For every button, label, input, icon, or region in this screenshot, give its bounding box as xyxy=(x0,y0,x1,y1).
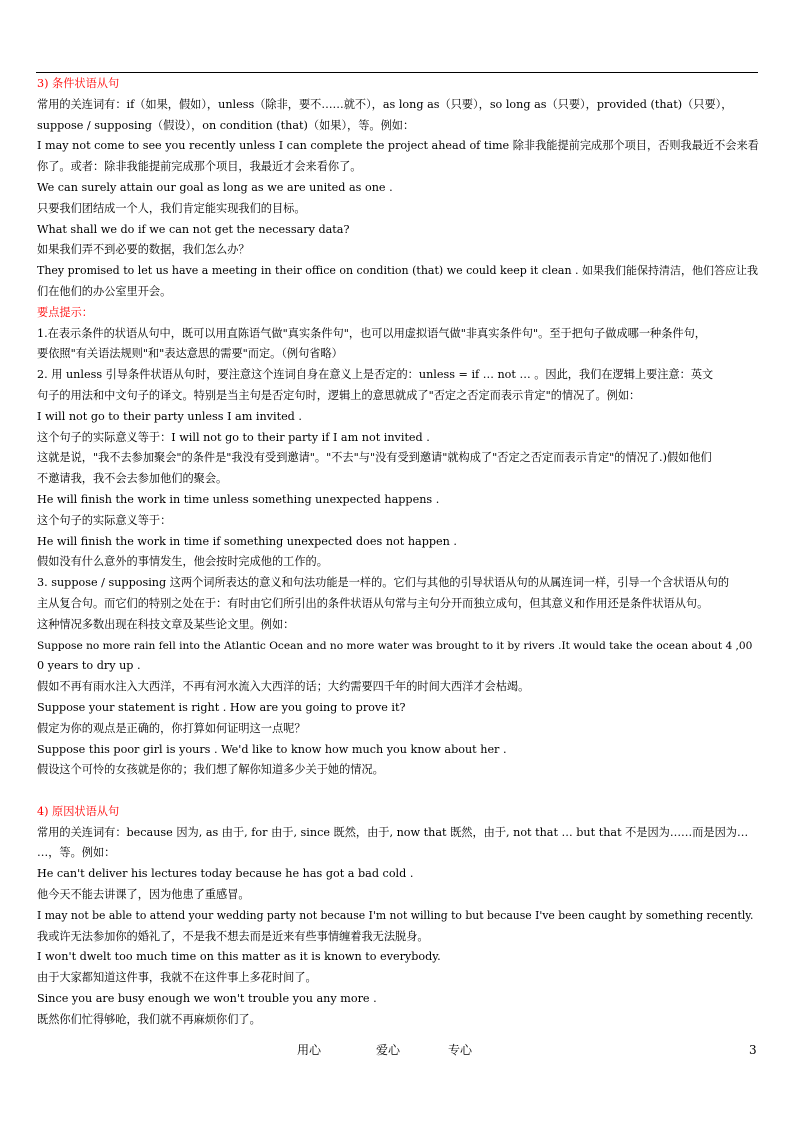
text-line: 只要我们团结成一个人，我们肯定能实现我们的目标。 xyxy=(37,201,306,215)
text-line: 假如不再有雨水注入大西洋，不再有河水流入大西洋的话；大约需要四千年的时间大西洋才会枯竭。 xyxy=(37,680,530,694)
text-line: He can't deliver his lectures today because he has got a bad cold . xyxy=(37,867,414,881)
text-line: 常用的关连词有：because 因为, as 由于, for 由于, since 既然，由于, now that 既然，由于, not that … but that 不是因为……而是因为… xyxy=(37,825,749,839)
page-footer xyxy=(0,1040,794,1060)
text-line: 这个句子的实际意义等于：I will not go to their party if I am not invited . xyxy=(37,430,430,444)
header-rule xyxy=(36,72,758,73)
text-line: 这种情况多数出现在科技文章及某些论文里。例如： xyxy=(37,617,295,631)
text-line: …，等。例如： xyxy=(37,846,116,860)
text-line: 这个句子的实际意义等于： xyxy=(37,513,172,527)
section-heading-cause: 4) 原因状语从句 xyxy=(37,804,120,818)
text-line: 假如没有什么意外的事情发生，他会按时完成他的工作的。 xyxy=(37,555,328,569)
text-line: 常用的关连词有：if（如果，假如），unless（除非，要不……就不），as long as（只要），so long as（只要），provided (that)（只要）， xyxy=(37,97,733,111)
footer-word-3: 专心 xyxy=(448,1043,473,1057)
text-line: Suppose this poor girl is yours . We'd like to know how much you know about her . xyxy=(37,742,507,756)
text-line: 如果我们弄不到必要的数据，我们怎么办？ xyxy=(37,243,250,257)
text-line: 主从复合句。而它们的特别之处在于：有时由它们所引出的条件状语从句常与主句分开而独立成句，但其意义和作用还是条件状语从句。 xyxy=(37,596,709,610)
text-line: 我或许无法参加你的婚礼了，不是我不想去而是近来有些事情缠着我无法脱身。 xyxy=(37,929,429,943)
text-line: 由于大家都知道这件事，我就不在这件事上多花时间了。 xyxy=(37,971,317,985)
text-line: 1.在表示条件的状语从句中，既可以用直陈语气做"真实条件句"，也可以用虚拟语气做"非真实条件句"。至于把句子做成哪一种条件句， xyxy=(37,326,706,340)
section-heading-conditional: 3) 条件状语从句 xyxy=(37,77,120,90)
text-line: 假定为你的观点是正确的，你打算如何证明这一点呢？ xyxy=(37,721,306,735)
text-line: We can surely attain our goal as long as we are united as one . xyxy=(37,180,393,194)
text-line: Suppose your statement is right . How are you going to prove it? xyxy=(37,700,406,714)
text-line: 假设这个可怜的女孩就是你的；我们想了解你知道多少关于她的情况。 xyxy=(37,763,384,777)
text-line: 你了。或者：除非我能提前完成那个项目，我最近才会来看你了。 xyxy=(37,160,362,174)
footer-word-1: 用心 xyxy=(297,1043,322,1057)
tips-label: 要点提示： xyxy=(37,305,93,319)
text-line: 要依照"有关语法规则"和"表达意思的需要"而定。（例句省略） xyxy=(37,347,343,361)
document-body xyxy=(37,74,759,1031)
text-line: 3. suppose / supposing 这两个词所表达的意义和句法功能是一样的。它们与其他的引导状语从句的从属连词一样，引导一个含状语从句的 xyxy=(37,576,730,590)
text-line: suppose / supposing（假设），on condition (that)（如果），等。例如： xyxy=(37,118,415,132)
footer-word-2: 爱心 xyxy=(376,1043,401,1057)
text-line: 2. 用 unless 引导条件状语从句时，要注意这个连词自身在意义上是否定的：unless = if … not … 。因此，我们在逻辑上要注意：英文 xyxy=(37,368,714,382)
text-line: 0 years to dry up . xyxy=(37,659,141,673)
text-line: They promised to let us have a meeting in their office on condition (that) we could keep it clean . 如果我们能保持清洁，他们答应让我 xyxy=(37,264,759,278)
section-cause-text xyxy=(37,823,759,1031)
text-line: 们在他们的办公室里开会。 xyxy=(37,284,172,298)
text-line: 句子的用法和中文句子的译文。特别是当主句是否定句时，逻辑上的意思就成了"否定之否定而表示肯定"的情况了。例如： xyxy=(37,388,641,402)
text-line: I will not go to their party unless I am invited . xyxy=(37,409,302,423)
tips-text xyxy=(37,324,759,782)
page-number: 3 xyxy=(749,1043,757,1057)
text-line: He will finish the work in time unless something unexpected happens . xyxy=(37,492,440,506)
text-line: I may not come to see you recently unless I can complete the project ahead of time 除非我能提前完成那个项目，否则我最近不会来看 xyxy=(37,139,759,153)
section-conditional-text xyxy=(37,95,759,303)
text-line: I may not be able to attend your wedding party not because I'm not willing to but because I've been caught by something recently. xyxy=(37,908,754,922)
section-gap xyxy=(37,781,759,802)
text-line: 这就是说，"我不去参加聚会"的条件是"我没有受到邀请"。"不去"与"没有受到邀请"就构成了"否定之否定而表示肯定"的情况了.)假如他们 xyxy=(37,451,712,465)
text-line: I won't dwelt too much time on this matter as it is known to everybody. xyxy=(37,950,441,964)
text-line: Suppose no more rain fell into the Atlantic Ocean and no more water was brought to it by rivers .It would take the ocean about 4 ,00 xyxy=(37,639,753,652)
text-line: 既然你们忙得够呛，我们就不再麻烦你们了。 xyxy=(37,1012,261,1026)
text-line: 他今天不能去讲课了，因为他患了重感冒。 xyxy=(37,888,250,902)
text-line: 不邀请我，我不会去参加他们的聚会。 xyxy=(37,472,228,486)
text-line: What shall we do if we can not get the necessary data? xyxy=(37,222,350,236)
text-line: Since you are busy enough we won't trouble you any more . xyxy=(37,992,377,1006)
text-line: He will finish the work in time if something unexpected does not happen . xyxy=(37,534,457,548)
